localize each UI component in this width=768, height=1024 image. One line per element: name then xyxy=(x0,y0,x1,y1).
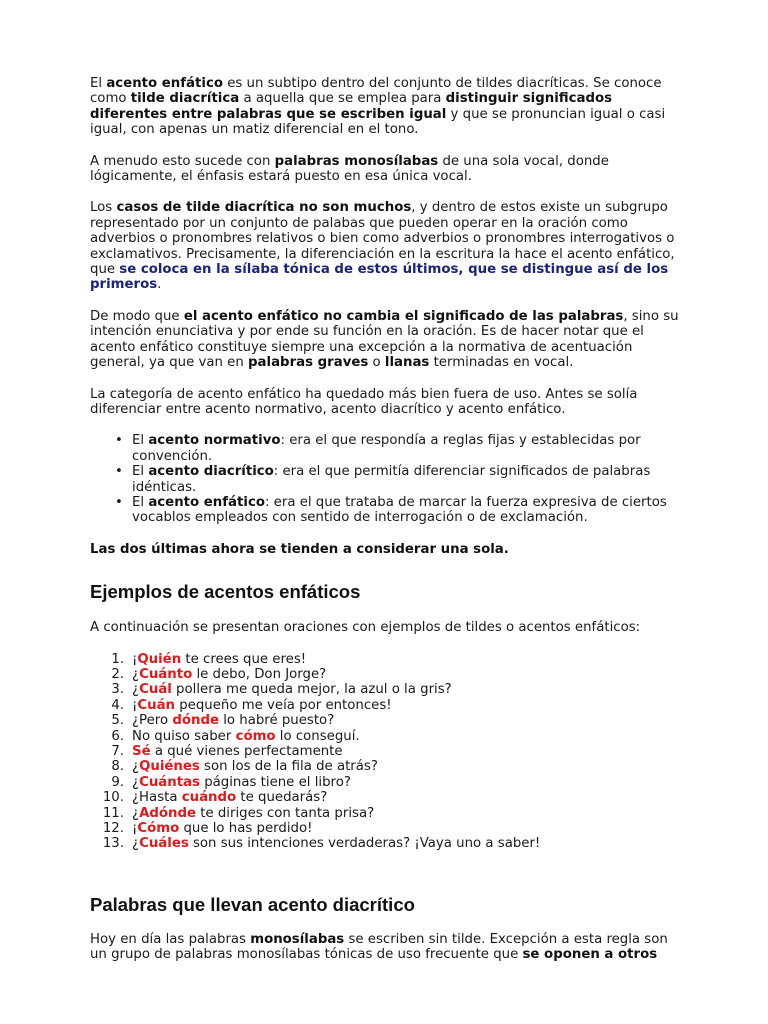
bold-term: acento diacrítico xyxy=(148,464,274,480)
text-run: te crees que eres! xyxy=(181,651,307,667)
text-run: pequeño me veía por entonces! xyxy=(175,697,392,713)
text-run: ¿ xyxy=(132,759,140,775)
bold-term: acento enfático xyxy=(148,494,265,510)
bold-term: palabras graves xyxy=(248,355,369,371)
emphatic-word: Cómo xyxy=(137,821,180,837)
list-item xyxy=(90,682,680,697)
bold-term: monosílabas xyxy=(250,931,345,947)
bold-term: el acento enfático no cambia el significado de las palabras xyxy=(183,308,624,324)
list-number: 8. xyxy=(111,759,124,775)
list-number: 6. xyxy=(111,728,124,744)
emphatic-word: Cuáles xyxy=(139,836,189,852)
emphatic-word: Cuán xyxy=(137,697,176,713)
text-run: son sus intenciones verdaderas? ¡Vaya uno a saber! xyxy=(188,836,541,852)
document-body xyxy=(90,76,680,979)
emphatic-word: Quiénes xyxy=(139,759,200,775)
text-run: De modo que xyxy=(90,308,184,324)
text-run: A menudo esto sucede con xyxy=(90,153,275,169)
modo-paragraph xyxy=(90,309,680,371)
text-run: . xyxy=(157,277,162,293)
examples-list xyxy=(90,652,680,852)
text-run: El xyxy=(132,494,149,510)
examples-intro: A continuación se presentan oraciones con ejemplos de tildes o acentos enfáticos: xyxy=(90,620,641,636)
list-item xyxy=(90,729,680,744)
highlighted-phrase: se coloca en la sílaba tónica de estos últimos, que se distingue así de los primeros xyxy=(90,262,669,293)
emphatic-word: dónde xyxy=(172,713,219,729)
emphatic-word: Sé xyxy=(132,744,151,759)
text-run: ¡ xyxy=(132,697,138,713)
list-number: 2. xyxy=(111,666,124,682)
text-run: ¿ xyxy=(132,836,140,852)
text-run: y que se pronuncian igual o casi igual, con apenas un matiz diferencial en el tono. xyxy=(90,106,666,138)
text-run: ¿ xyxy=(132,682,140,698)
list-number: 3. xyxy=(111,682,124,698)
categoria-paragraph: La categoría de acento enfático ha quedado más bien fuera de uso. Antes se solía diferenciar entre acento normativo, acento diacrítico y acento enfático. xyxy=(90,386,638,417)
bold-term: llanas xyxy=(384,355,430,371)
note-paragraph xyxy=(90,542,680,557)
text-run: ¿ xyxy=(132,805,140,821)
text-run: lo conseguí. xyxy=(275,728,360,744)
list-item xyxy=(90,652,680,667)
bold-note: Las dos últimas ahora se tienden a considerar una sola. xyxy=(90,541,509,557)
text-run: que lo has perdido! xyxy=(179,821,313,837)
text-run: No quiso saber xyxy=(132,728,236,744)
text-run: terminadas en vocal. xyxy=(429,355,574,371)
emphatic-word: Cuál xyxy=(139,682,172,698)
list-number: 13. xyxy=(102,836,124,852)
text-run: : era el que trataba de marcar la fuerza expresiva de ciertos vocablos empleados con sentido de interrogación o de exclamación. xyxy=(132,494,667,526)
text-run: páginas tiene el libro? xyxy=(199,774,351,790)
text-run: , sino su intención enunciativa y por ende su función en la oración. Es de hacer notar que el acento enfático constituye siempre una excepción a la normativa de acentuación general, ya que van en xyxy=(90,308,679,371)
emphatic-word: Adónde xyxy=(139,805,197,821)
list-number: 1. xyxy=(111,651,124,667)
bold-term: distinguir significados diferentes entre palabras que se escriben igual xyxy=(90,91,613,122)
text-run: El xyxy=(132,464,149,480)
intro-paragraph xyxy=(90,76,680,138)
text-run: El xyxy=(90,76,107,91)
list-number: 5. xyxy=(111,713,124,729)
list-item xyxy=(90,744,680,759)
bold-term: acento normativo xyxy=(148,433,281,449)
text-run: te diriges con tanta prisa? xyxy=(196,805,375,821)
text-run: es un subtipo dentro del conjunto de tildes diacríticas. Se conoce como xyxy=(90,76,662,107)
list-item xyxy=(90,698,680,713)
casos-paragraph xyxy=(90,200,680,292)
emphatic-word: cuándo xyxy=(181,790,237,806)
list-number: 10. xyxy=(102,790,124,806)
emphatic-word: cómo xyxy=(235,728,276,744)
bold-term: tilde diacrítica xyxy=(130,91,240,107)
accent-types-list xyxy=(90,433,680,525)
list-number: 11. xyxy=(102,805,124,821)
bold-term: palabras monosílabas xyxy=(274,153,439,169)
bold-term: casos de tilde diacrítica no son muchos xyxy=(116,200,412,216)
list-item xyxy=(90,759,680,774)
list-item xyxy=(90,775,680,790)
list-item xyxy=(132,495,680,526)
text-run: , y dentro de estos existe un subgrupo representado por un conjunto de palabas que pueden operar en la oración como adverbios o pronombres relativos o bien como adverbios o pronombres interrogativos o exclamativos. Precisamente, la diferenciación en la escritura la hace el acento enfático, que xyxy=(90,200,675,278)
list-item xyxy=(90,806,680,821)
monosilabas-paragraph xyxy=(90,154,680,185)
text-run: o xyxy=(368,355,385,371)
list-number: 9. xyxy=(111,774,124,790)
text-run: ¿Pero xyxy=(132,713,173,729)
text-run: se escriben sin tilde. Excepción a esta regla son un grupo de palabras monosílabas tónicas de uso frecuente que xyxy=(90,931,668,963)
text-run: pollera me queda mejor, la azul o la gris? xyxy=(171,682,452,698)
text-run: Los xyxy=(90,200,117,216)
text-run: ¿ xyxy=(132,774,140,790)
list-item xyxy=(90,836,680,851)
list-item xyxy=(90,713,680,728)
list-number: 7. xyxy=(111,744,124,759)
monosilabas-rule-paragraph xyxy=(90,932,680,963)
text-run: : era el que permitía diferenciar significados de palabras idénticas. xyxy=(132,464,651,495)
text-run: El xyxy=(132,433,149,449)
text-run: a qué vienes perfectamente xyxy=(150,744,343,759)
bold-term: se oponen a otros xyxy=(522,947,658,963)
emphatic-word: Quién xyxy=(137,651,182,667)
text-run: de una sola vocal, donde lógicamente, el énfasis estará puesto en esa única vocal. xyxy=(90,153,609,185)
text-run: ¡ xyxy=(132,651,138,667)
list-item xyxy=(90,821,680,836)
list-number: 4. xyxy=(111,697,124,713)
text-run: lo habré puesto? xyxy=(218,713,335,729)
text-run: ¡ xyxy=(132,821,138,837)
bold-term: acento enfático xyxy=(106,76,223,91)
list-item xyxy=(132,464,680,495)
text-run: le debo, Don Jorge? xyxy=(192,666,327,682)
text-run: : era el que respondía a reglas fijas y establecidas por convención. xyxy=(132,433,641,464)
text-run: a aquella que se emplea para xyxy=(239,91,446,107)
text-run: te quedarás? xyxy=(236,790,328,806)
list-item xyxy=(90,790,680,805)
text-run: Hoy en día las palabras xyxy=(90,931,251,947)
list-number: 12. xyxy=(102,821,124,837)
section-heading-diacritico: Palabras que llevan acento diacrítico xyxy=(90,893,415,915)
emphatic-word: Cuántas xyxy=(139,774,200,790)
emphatic-word: Cuánto xyxy=(139,666,193,682)
text-run: son los de la fila de atrás? xyxy=(199,759,378,775)
text-run: ¿ xyxy=(132,666,140,682)
list-item xyxy=(90,667,680,682)
list-item xyxy=(132,433,680,464)
text-run: ¿Hasta xyxy=(132,790,182,806)
section-heading-examples: Ejemplos de acentos enfáticos xyxy=(90,581,361,603)
